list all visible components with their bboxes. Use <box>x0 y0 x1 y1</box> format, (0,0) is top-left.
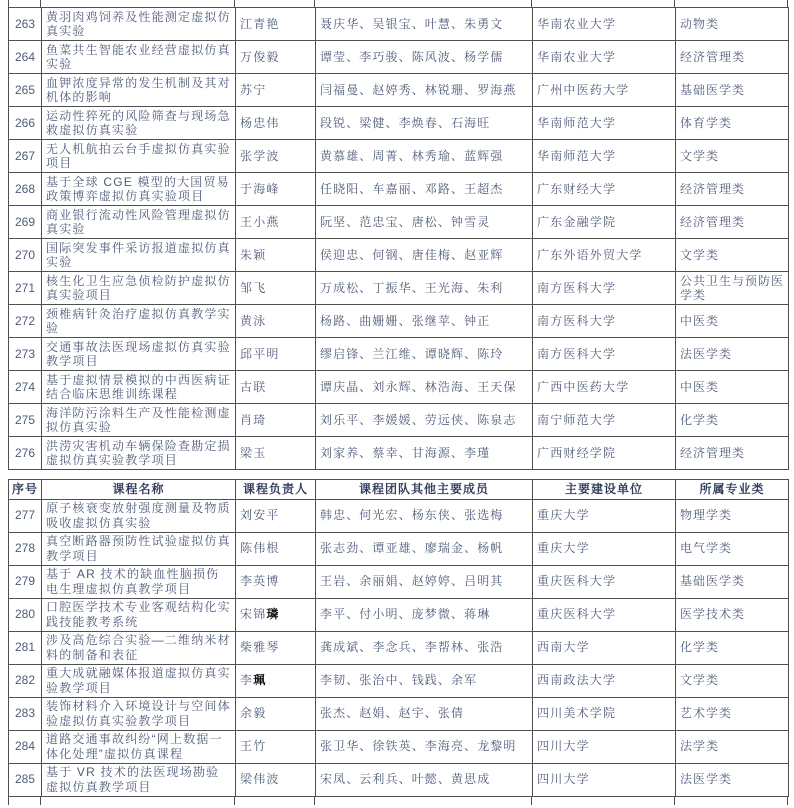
cell-major-category: 文学类 <box>676 239 789 272</box>
cell-course-name: 血钾浓度异常的发生机制及其对机体的影响 <box>42 74 236 107</box>
table-header-row <box>9 480 789 500</box>
partial-cell <box>41 797 235 805</box>
partial-cell <box>315 0 532 7</box>
cell-serial-number: 275 <box>9 404 42 437</box>
table-row <box>9 173 789 206</box>
cell-course-name: 国际突发事件采访报道虚拟仿真实验 <box>42 239 236 272</box>
cell-team-members: 李韧、张治中、钱践、余军 <box>316 664 533 697</box>
header-main-unit: 主要建设单位 <box>533 480 676 500</box>
partial-cell <box>675 797 788 805</box>
partial-cell <box>532 797 675 805</box>
table-row <box>9 239 789 272</box>
partial-cell <box>8 797 41 805</box>
cell-serial-number: 283 <box>9 697 42 730</box>
table-row <box>9 107 789 140</box>
cell-major-category: 文学类 <box>676 664 789 697</box>
cell-serial-number: 268 <box>9 173 42 206</box>
header-course-leader: 课程负责人 <box>236 480 316 500</box>
cell-team-members: 王岩、余丽娟、赵婷婷、吕明其 <box>316 565 533 598</box>
cell-major-category: 经济管理类 <box>676 206 789 239</box>
cell-course-name: 海洋防污涂料生产及性能检测虚拟仿真实验 <box>42 404 236 437</box>
cell-team-members: 黄慕雄、周菁、林秀瑜、蓝辉强 <box>316 140 533 173</box>
cell-major-category: 经济管理类 <box>676 437 789 470</box>
table-row <box>9 598 789 631</box>
partial-cell <box>235 0 315 7</box>
cell-course-name: 黄羽肉鸡饲养及性能测定虚拟仿真实验 <box>42 8 236 41</box>
cell-main-unit: 四川大学 <box>533 730 676 763</box>
table-row <box>9 763 789 796</box>
cell-team-members: 闫福曼、赵婷秀、林锐珊、罗海燕 <box>316 74 533 107</box>
cell-serial-number: 284 <box>9 730 42 763</box>
table-row <box>9 305 789 338</box>
table-row <box>9 41 789 74</box>
partial-row-top <box>8 0 788 7</box>
cell-serial-number: 282 <box>9 664 42 697</box>
cell-course-name: 洪涝灾害机动车辆保险查勘定损虚拟仿真实验教学项目 <box>42 437 236 470</box>
cell-course-leader: 宋锦璘 <box>236 598 316 631</box>
header-no: 序号 <box>9 480 42 500</box>
partial-row-bottom <box>8 797 788 805</box>
cell-team-members: 李平、付小明、庞梦微、蒋琳 <box>316 598 533 631</box>
cell-serial-number: 270 <box>9 239 42 272</box>
cell-course-leader: 苏宁 <box>236 74 316 107</box>
cell-team-members: 张志劲、谭亚雄、廖瑞金、杨帆 <box>316 532 533 565</box>
cell-serial-number: 281 <box>9 631 42 664</box>
table-row <box>9 664 789 697</box>
cell-major-category: 法学类 <box>676 730 789 763</box>
cell-main-unit: 西南大学 <box>533 631 676 664</box>
cell-serial-number: 276 <box>9 437 42 470</box>
cell-team-members: 龚成斌、李念兵、李帮林、张浩 <box>316 631 533 664</box>
cell-major-category: 经济管理类 <box>676 173 789 206</box>
cell-course-name: 涉及高危综合实验—二维纳米材料的制备和表征 <box>42 631 236 664</box>
cell-major-category: 基础医学类 <box>676 74 789 107</box>
table-row <box>9 74 789 107</box>
partial-cell <box>315 797 532 805</box>
table-row <box>9 565 789 598</box>
cell-course-name: 基于 AR 技术的缺血性脑损伤电生理虚拟仿真教学项目 <box>42 565 236 598</box>
cell-course-name: 运动性猝死的风险筛查与现场急救虚拟仿真实验 <box>42 107 236 140</box>
cell-course-leader: 余毅 <box>236 697 316 730</box>
cell-main-unit: 广东外语外贸大学 <box>533 239 676 272</box>
cell-main-unit: 南宁师范大学 <box>533 404 676 437</box>
cell-team-members: 任晓阳、车嘉丽、邓路、王超杰 <box>316 173 533 206</box>
cell-serial-number: 263 <box>9 8 42 41</box>
cell-main-unit: 华南师范大学 <box>533 140 676 173</box>
partial-cell <box>8 0 41 7</box>
cell-course-leader: 肖琦 <box>236 404 316 437</box>
cell-course-name: 基于 VR 技术的法医现场勘验虚拟仿真教学项目 <box>42 763 236 796</box>
table-row <box>9 437 789 470</box>
partial-cell <box>41 0 235 7</box>
cell-team-members: 段锐、梁健、李焕春、石海旺 <box>316 107 533 140</box>
cell-team-members: 缪启锋、兰江维、谭晓辉、陈玲 <box>316 338 533 371</box>
cell-course-leader: 杨忠伟 <box>236 107 316 140</box>
partial-cell <box>235 797 315 805</box>
cell-main-unit: 重庆大学 <box>533 499 676 532</box>
cell-course-leader: 梁伟波 <box>236 763 316 796</box>
cell-course-name: 口腔医学技术专业客观结构化实践技能教考系统 <box>42 598 236 631</box>
cell-course-leader: 黄泳 <box>236 305 316 338</box>
cell-team-members: 刘乐平、李媛媛、劳远侠、陈泉志 <box>316 404 533 437</box>
cell-team-members: 杨路、曲姗姗、张继苹、钟正 <box>316 305 533 338</box>
cell-main-unit: 华南师范大学 <box>533 107 676 140</box>
header-course-name: 课程名称 <box>42 480 236 500</box>
cell-team-members: 万成松、丁振华、王光海、朱利 <box>316 272 533 305</box>
table-gap <box>0 470 794 479</box>
table-row <box>9 338 789 371</box>
cell-course-leader: 古联 <box>236 371 316 404</box>
course-table <box>8 479 789 797</box>
cell-serial-number: 264 <box>9 41 42 74</box>
cell-serial-number: 266 <box>9 107 42 140</box>
cell-team-members: 谭莹、李巧骏、陈风波、杨学儒 <box>316 41 533 74</box>
cell-main-unit: 重庆大学 <box>533 532 676 565</box>
cell-main-unit: 西南政法大学 <box>533 664 676 697</box>
cell-major-category: 基础医学类 <box>676 565 789 598</box>
cell-team-members: 宋凤、云利兵、叶懿、黄思成 <box>316 763 533 796</box>
cell-main-unit: 广东金融学院 <box>533 206 676 239</box>
cell-course-leader: 邹飞 <box>236 272 316 305</box>
cell-main-unit: 四川美术学院 <box>533 697 676 730</box>
cell-major-category: 医学技术类 <box>676 598 789 631</box>
cell-course-name: 重大成就融媒体报道虚拟仿真实验教学项目 <box>42 664 236 697</box>
cell-course-leader: 刘安平 <box>236 499 316 532</box>
table-row <box>9 532 789 565</box>
cell-serial-number: 267 <box>9 140 42 173</box>
table-row <box>9 631 789 664</box>
cell-team-members: 聂庆华、吴银宝、叶慧、朱勇文 <box>316 8 533 41</box>
cell-serial-number: 279 <box>9 565 42 598</box>
cell-course-leader: 李英博 <box>236 565 316 598</box>
cell-main-unit: 广东财经大学 <box>533 173 676 206</box>
cell-course-name: 交通事故法医现场虚拟仿真实验教学项目 <box>42 338 236 371</box>
cell-team-members: 阮坚、范忠宝、唐松、钟雪灵 <box>316 206 533 239</box>
cell-serial-number: 265 <box>9 74 42 107</box>
cell-course-name: 装饰材料介入环境设计与空间体验虚拟仿真实验教学项目 <box>42 697 236 730</box>
cell-major-category: 中医类 <box>676 371 789 404</box>
cell-course-name: 原子核衰变放射强度测量及物质吸收虚拟仿真实验 <box>42 499 236 532</box>
header-team-members: 课程团队其他主要成员 <box>316 480 533 500</box>
cell-major-category: 体育学类 <box>676 107 789 140</box>
cell-course-name: 颈椎病针灸治疗虚拟仿真教学实验 <box>42 305 236 338</box>
cell-serial-number: 285 <box>9 763 42 796</box>
cell-major-category: 艺术学类 <box>676 697 789 730</box>
cell-main-unit: 华南农业大学 <box>533 8 676 41</box>
course-table-continued <box>8 7 789 470</box>
cell-course-name: 核生化卫生应急侦检防护虚拟仿真实验项目 <box>42 272 236 305</box>
cell-course-leader: 柴雅琴 <box>236 631 316 664</box>
cell-course-name: 基于全球 CGE 模型的大国贸易政策博弈虚拟仿真实验项目 <box>42 173 236 206</box>
table-row <box>9 404 789 437</box>
cell-team-members: 韩忠、何光宏、杨东侠、张选梅 <box>316 499 533 532</box>
cell-course-leader: 王竹 <box>236 730 316 763</box>
table-row <box>9 140 789 173</box>
table-row <box>9 499 789 532</box>
cell-major-category: 中医类 <box>676 305 789 338</box>
table-row <box>9 8 789 41</box>
cell-serial-number: 277 <box>9 499 42 532</box>
cell-serial-number: 272 <box>9 305 42 338</box>
cell-course-name: 无人机航拍云台手虚拟仿真实验项目 <box>42 140 236 173</box>
table-row <box>9 730 789 763</box>
header-major-category: 所属专业类 <box>676 480 789 500</box>
cell-course-name: 鱼菜共生智能农业经营虚拟仿真实验 <box>42 41 236 74</box>
cell-course-leader: 李珮 <box>236 664 316 697</box>
cell-serial-number: 273 <box>9 338 42 371</box>
cell-serial-number: 271 <box>9 272 42 305</box>
cell-course-leader: 张学波 <box>236 140 316 173</box>
cell-course-leader: 江青艳 <box>236 8 316 41</box>
partial-cell <box>532 0 675 7</box>
cell-course-leader: 朱颖 <box>236 239 316 272</box>
cell-team-members: 张杰、赵娟、赵宇、张倩 <box>316 697 533 730</box>
cell-course-name: 道路交通事故纠纷“网上数据一体化处理”虚拟仿真课程 <box>42 730 236 763</box>
cell-major-category: 经济管理类 <box>676 41 789 74</box>
cell-major-category: 法医学类 <box>676 763 789 796</box>
cell-main-unit: 重庆医科大学 <box>533 598 676 631</box>
cell-major-category: 电气学类 <box>676 532 789 565</box>
table-row <box>9 206 789 239</box>
cell-major-category: 化学类 <box>676 631 789 664</box>
cell-course-leader: 陈伟根 <box>236 532 316 565</box>
cell-main-unit: 南方医科大学 <box>533 305 676 338</box>
cell-course-leader: 邱平明 <box>236 338 316 371</box>
cell-team-members: 侯迎忠、何钢、唐佳梅、赵亚辉 <box>316 239 533 272</box>
cell-main-unit: 广州中医药大学 <box>533 74 676 107</box>
cell-serial-number: 278 <box>9 532 42 565</box>
cell-main-unit: 重庆医科大学 <box>533 565 676 598</box>
cell-course-leader: 梁玉 <box>236 437 316 470</box>
cell-course-leader: 王小燕 <box>236 206 316 239</box>
cell-course-name: 真空断路器预防性试验虚拟仿真教学项目 <box>42 532 236 565</box>
cell-serial-number: 274 <box>9 371 42 404</box>
cell-main-unit: 广西中医药大学 <box>533 371 676 404</box>
cell-major-category: 化学类 <box>676 404 789 437</box>
cell-course-name: 基于虚拟情景模拟的中西医病证结合临床思维训练课程 <box>42 371 236 404</box>
cell-main-unit: 南方医科大学 <box>533 272 676 305</box>
cell-main-unit: 南方医科大学 <box>533 338 676 371</box>
cell-major-category: 法医学类 <box>676 338 789 371</box>
cell-main-unit: 广西财经学院 <box>533 437 676 470</box>
cell-major-category: 动物类 <box>676 8 789 41</box>
cell-major-category: 文学类 <box>676 140 789 173</box>
partial-cell <box>675 0 788 7</box>
cell-team-members: 张卫华、徐铁英、李海亮、龙黎明 <box>316 730 533 763</box>
cell-serial-number: 269 <box>9 206 42 239</box>
cell-main-unit: 四川大学 <box>533 763 676 796</box>
table-row <box>9 272 789 305</box>
cell-team-members: 谭庆晶、刘永辉、林浩海、王天保 <box>316 371 533 404</box>
cell-course-leader: 于海峰 <box>236 173 316 206</box>
table-row <box>9 697 789 730</box>
cell-main-unit: 华南农业大学 <box>533 41 676 74</box>
cell-major-category: 公共卫生与预防医学类 <box>676 272 789 305</box>
cell-team-members: 刘家养、蔡幸、甘海源、李瑾 <box>316 437 533 470</box>
table-row <box>9 371 789 404</box>
cell-course-leader: 万俊毅 <box>236 41 316 74</box>
cell-course-name: 商业银行流动性风险管理虚拟仿真实验 <box>42 206 236 239</box>
cell-serial-number: 280 <box>9 598 42 631</box>
cell-major-category: 物理学类 <box>676 499 789 532</box>
